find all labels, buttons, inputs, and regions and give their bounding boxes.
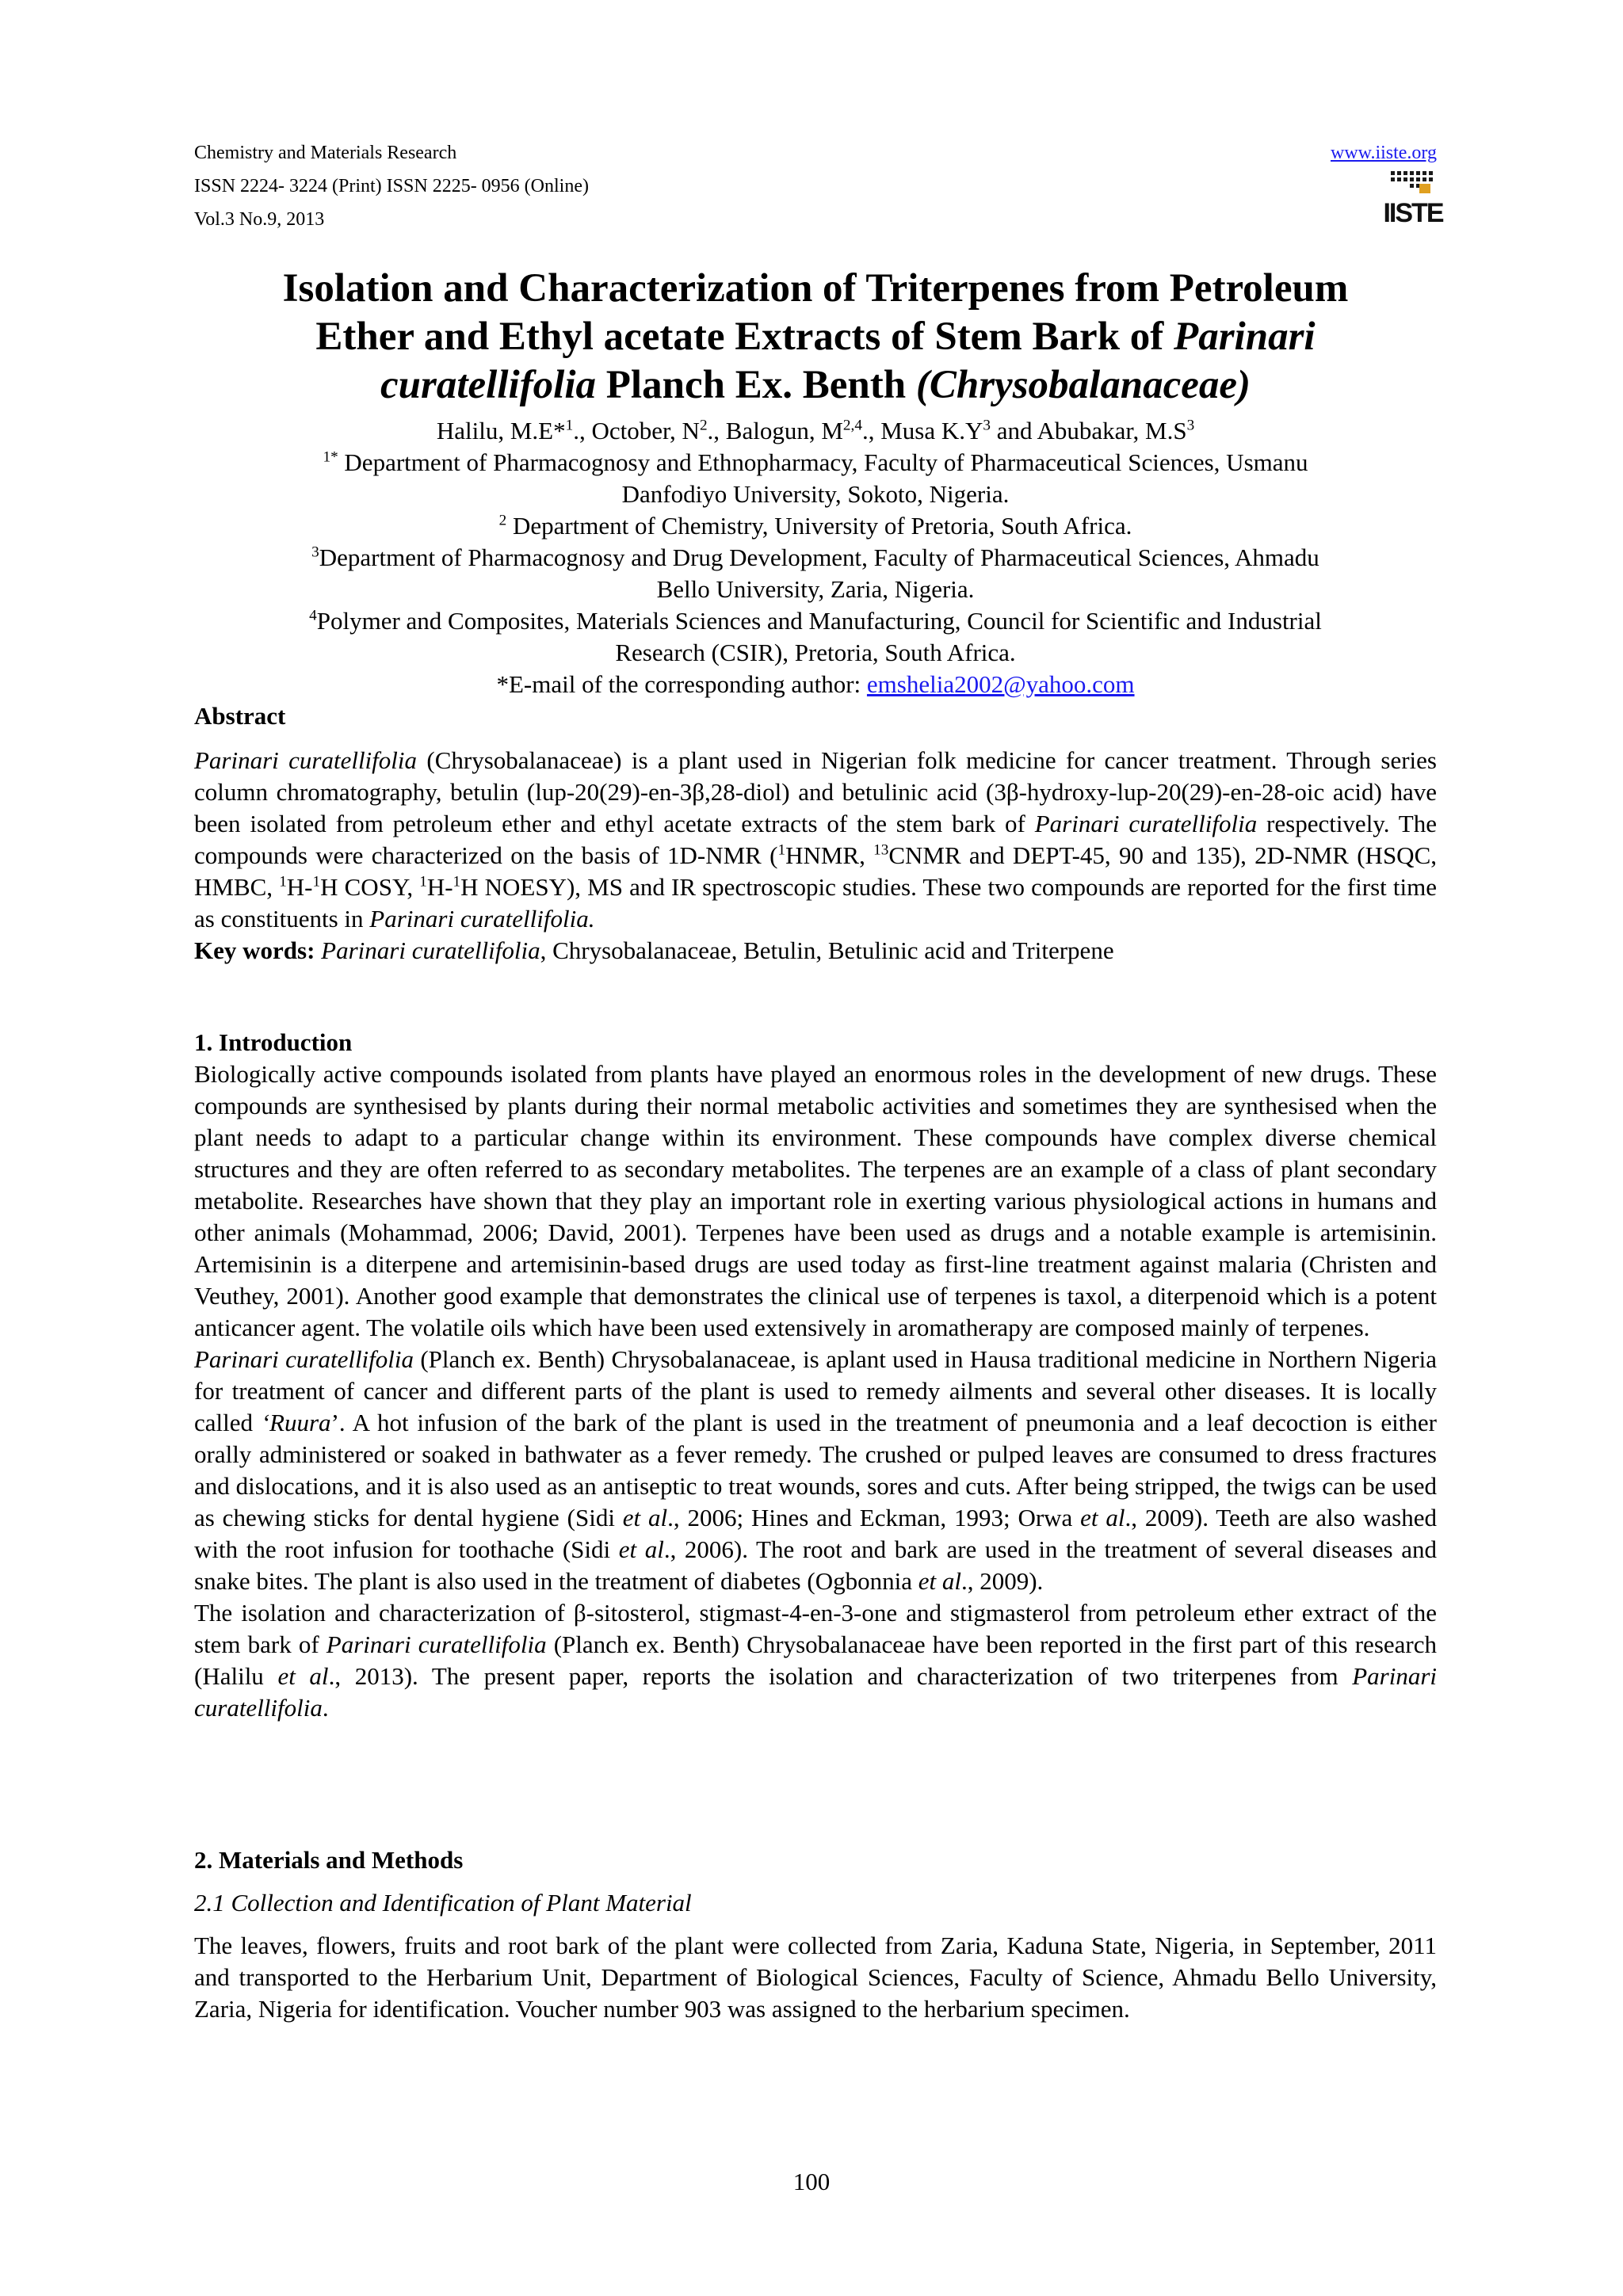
- methods-paragraph: The leaves, flowers, fruits and root bark of the plant were collected from Zaria, Kaduna State, Nigeria, in September, 2011 and transported to the Herbarium Unit, Department of Biological Sciences, Faculty of Science, Ahmadu Bello University, Zaria, Nigeria for identification. Voucher number 903 was assigned to the herbarium specimen.: [194, 1932, 1437, 2023]
- authors-affiliations: [194, 415, 1437, 700]
- journal-issn: ISSN 2224- 3224 (Print) ISSN 2225- 0956 (Online): [194, 176, 589, 196]
- affiliation-1: $^{1*}$ Department of Pharmacognosy and Ethnopharmacy, Faculty of Pharmaceutical Sciences, Usmanu: [323, 448, 1308, 476]
- journal-name: Chemistry and Materials Research: [194, 143, 457, 163]
- intro-paragraph-3: The isolation and characterization of β-sitosterol, stigmast-4-en-3-one and stigmasterol from petroleum ether extract of the stem bark of Parinari curatellifolia (Planch ex. Benth) Chrysobalanaceae have been reported in the first part of this research (Halilu et al., 2013). The present paper, reports the isolation and characterization of two triterpenes from Parinari curatellifolia.: [194, 1599, 1437, 1722]
- author-list: Halilu, M.E*$^1$., October, $N^2$., Balogun, M$^{2,4}$., Musa $K.Y^3$ and Abubakar, $M.S^3$: [436, 417, 1195, 444]
- introduction-heading: 1. Introduction: [194, 1028, 353, 1056]
- abstract-text: Parinari curatellifolia (Chrysobalanaceae) is a plant used in Nigerian folk medicine for cancer treatment. Through series column chromatography, betulin (lup-20(29)-en-3β,28-diol) and betulinic acid (3β-hydroxy-lup-20(29)-en-28-oic acid) have been isolated from petroleum ether and ethyl acetate extracts of the stem bark of Parinari curatellifolia respectively. The compounds were characterized on the basis of 1D-NMR ($^1$HNMR, $^{13}$CNMR and DEPT-45, 90 and 135), 2D-NMR (HSQC, HMBC, $^1$H-$^1$H COSY, $^1$H-$^1$H NOESY), MS and IR spectroscopic studies. These two compounds are reported for the first time as constituents in Parinari curatellifolia.: [194, 746, 1438, 933]
- website-link[interactable]: www.iiste.org: [1331, 143, 1437, 163]
- iiste-logo: [1383, 170, 1443, 228]
- methods-section: [194, 1844, 1437, 2025]
- affiliation-4-cont: Research (CSIR), Pretoria, South Africa.: [615, 639, 1016, 666]
- methods-subheading: 2.1 Collection and Identification of Plant Material: [194, 1889, 692, 1917]
- email-link[interactable]: emshelia2002@yahoo.com: [866, 670, 1135, 698]
- corresponding-email: *E-mail of the corresponding author: emshelia2002@yahoo.com: [496, 670, 1135, 698]
- title-line-2: Ether and Ethyl acetate Extracts of Stem Bark of Parinari: [315, 315, 1316, 359]
- page-number: 100: [792, 2168, 831, 2195]
- paper-title: [194, 265, 1437, 410]
- title-line-3: curatellifolia Planch Ex. Benth (Chrysobalanaceae): [380, 363, 1251, 407]
- keywords: Key words: Parinari curatellifolia, Chrysobalanaceae, Betulin, Betulinic acid and Triterpene: [194, 936, 1114, 964]
- intro-paragraph-2: Parinari curatellifolia (Planch ex. Benth) Chrysobalanaceae, is aplant used in Hausa traditional medicine in Northern Nigeria for treatment of cancer and different parts of the plant is used to remedy ailments and several other diseases. It is locally called ‘Ruura’. A hot infusion of the bark of the plant is used in the treatment of pneumonia and a leaf decoction is either orally administered or soaked in bathwater as a fever remedy. The crushed or pulped leaves are consumed to dress fractures and dislocations, and it is also used as an antiseptic to treat wounds, sores and cuts. After being stripped, the twigs can be used as chewing sticks for dental hygiene (Sidi et al., 2006; Hines and Eckman, 1993; Orwa et al., 2009). Teeth are also washed with the root infusion for toothache (Sidi et al., 2006). The root and bark are used in the treatment of several diseases and snake bites. The plant is also used in the treatment of diabetes (Ogbonnia et al., 2009).: [194, 1345, 1437, 1595]
- abstract-heading: Abstract: [194, 702, 286, 730]
- journal-header: [194, 136, 589, 236]
- introduction-section: [194, 1027, 1437, 1724]
- svg-text:IISTE: IISTE: [1383, 198, 1443, 228]
- abstract-section: [194, 745, 1437, 967]
- affiliation-3-cont: Bello University, Zaria, Nigeria.: [656, 575, 975, 603]
- affiliation-1-cont: Danfodiyo University, Sokoto, Nigeria.: [621, 480, 1010, 508]
- journal-volume: Vol.3 No.9, 2013: [194, 209, 325, 230]
- intro-paragraph-1: Biologically active compounds isolated from plants have played an enormous roles in the development of new drugs. These compounds are synthesised by plants during their normal metabolic activities and sometimes they are synthesised when the plant needs to adapt to a particular change within its environment. These compounds have complex diverse chemical structures and they are often referred to as secondary metabolites. The terpenes are an example of a class of plant secondary metabolite. Researches have shown that they play an important role in exerting various physiological actions in humans and other animals (Mohammad, 2006; David, 2001). Terpenes have been used as drugs and a notable example is artemisinin. Artemisinin is a diterpene and artemisinin-based drugs are used today as first-line treatment against malaria (Christen and Veuthey, 2001). Another good example that demonstrates the clinical use of terpenes is taxol, a diterpenoid which is a potent anticancer agent. The volatile oils which have been used extensively in aromatherapy are composed mainly of terpenes.: [194, 1060, 1437, 1341]
- affiliation-3: $^3$Department of Pharmacognosy and Drug Development, Faculty of Pharmaceutical Sciences, Ahmadu: [311, 543, 1319, 571]
- affiliation-2: $^2$ Department of Chemistry, University of Pretoria, South Africa.: [498, 512, 1132, 540]
- title-line-1: Isolation and Characterization of Triterpenes from Petroleum: [282, 266, 1349, 311]
- methods-heading: 2. Materials and Methods: [194, 1846, 464, 1874]
- affiliation-4: $^4$Polymer and Composites, Materials Sciences and Manufacturing, Council for Scientific and Industrial: [309, 607, 1322, 635]
- journal-website-block: [1331, 136, 1437, 170]
